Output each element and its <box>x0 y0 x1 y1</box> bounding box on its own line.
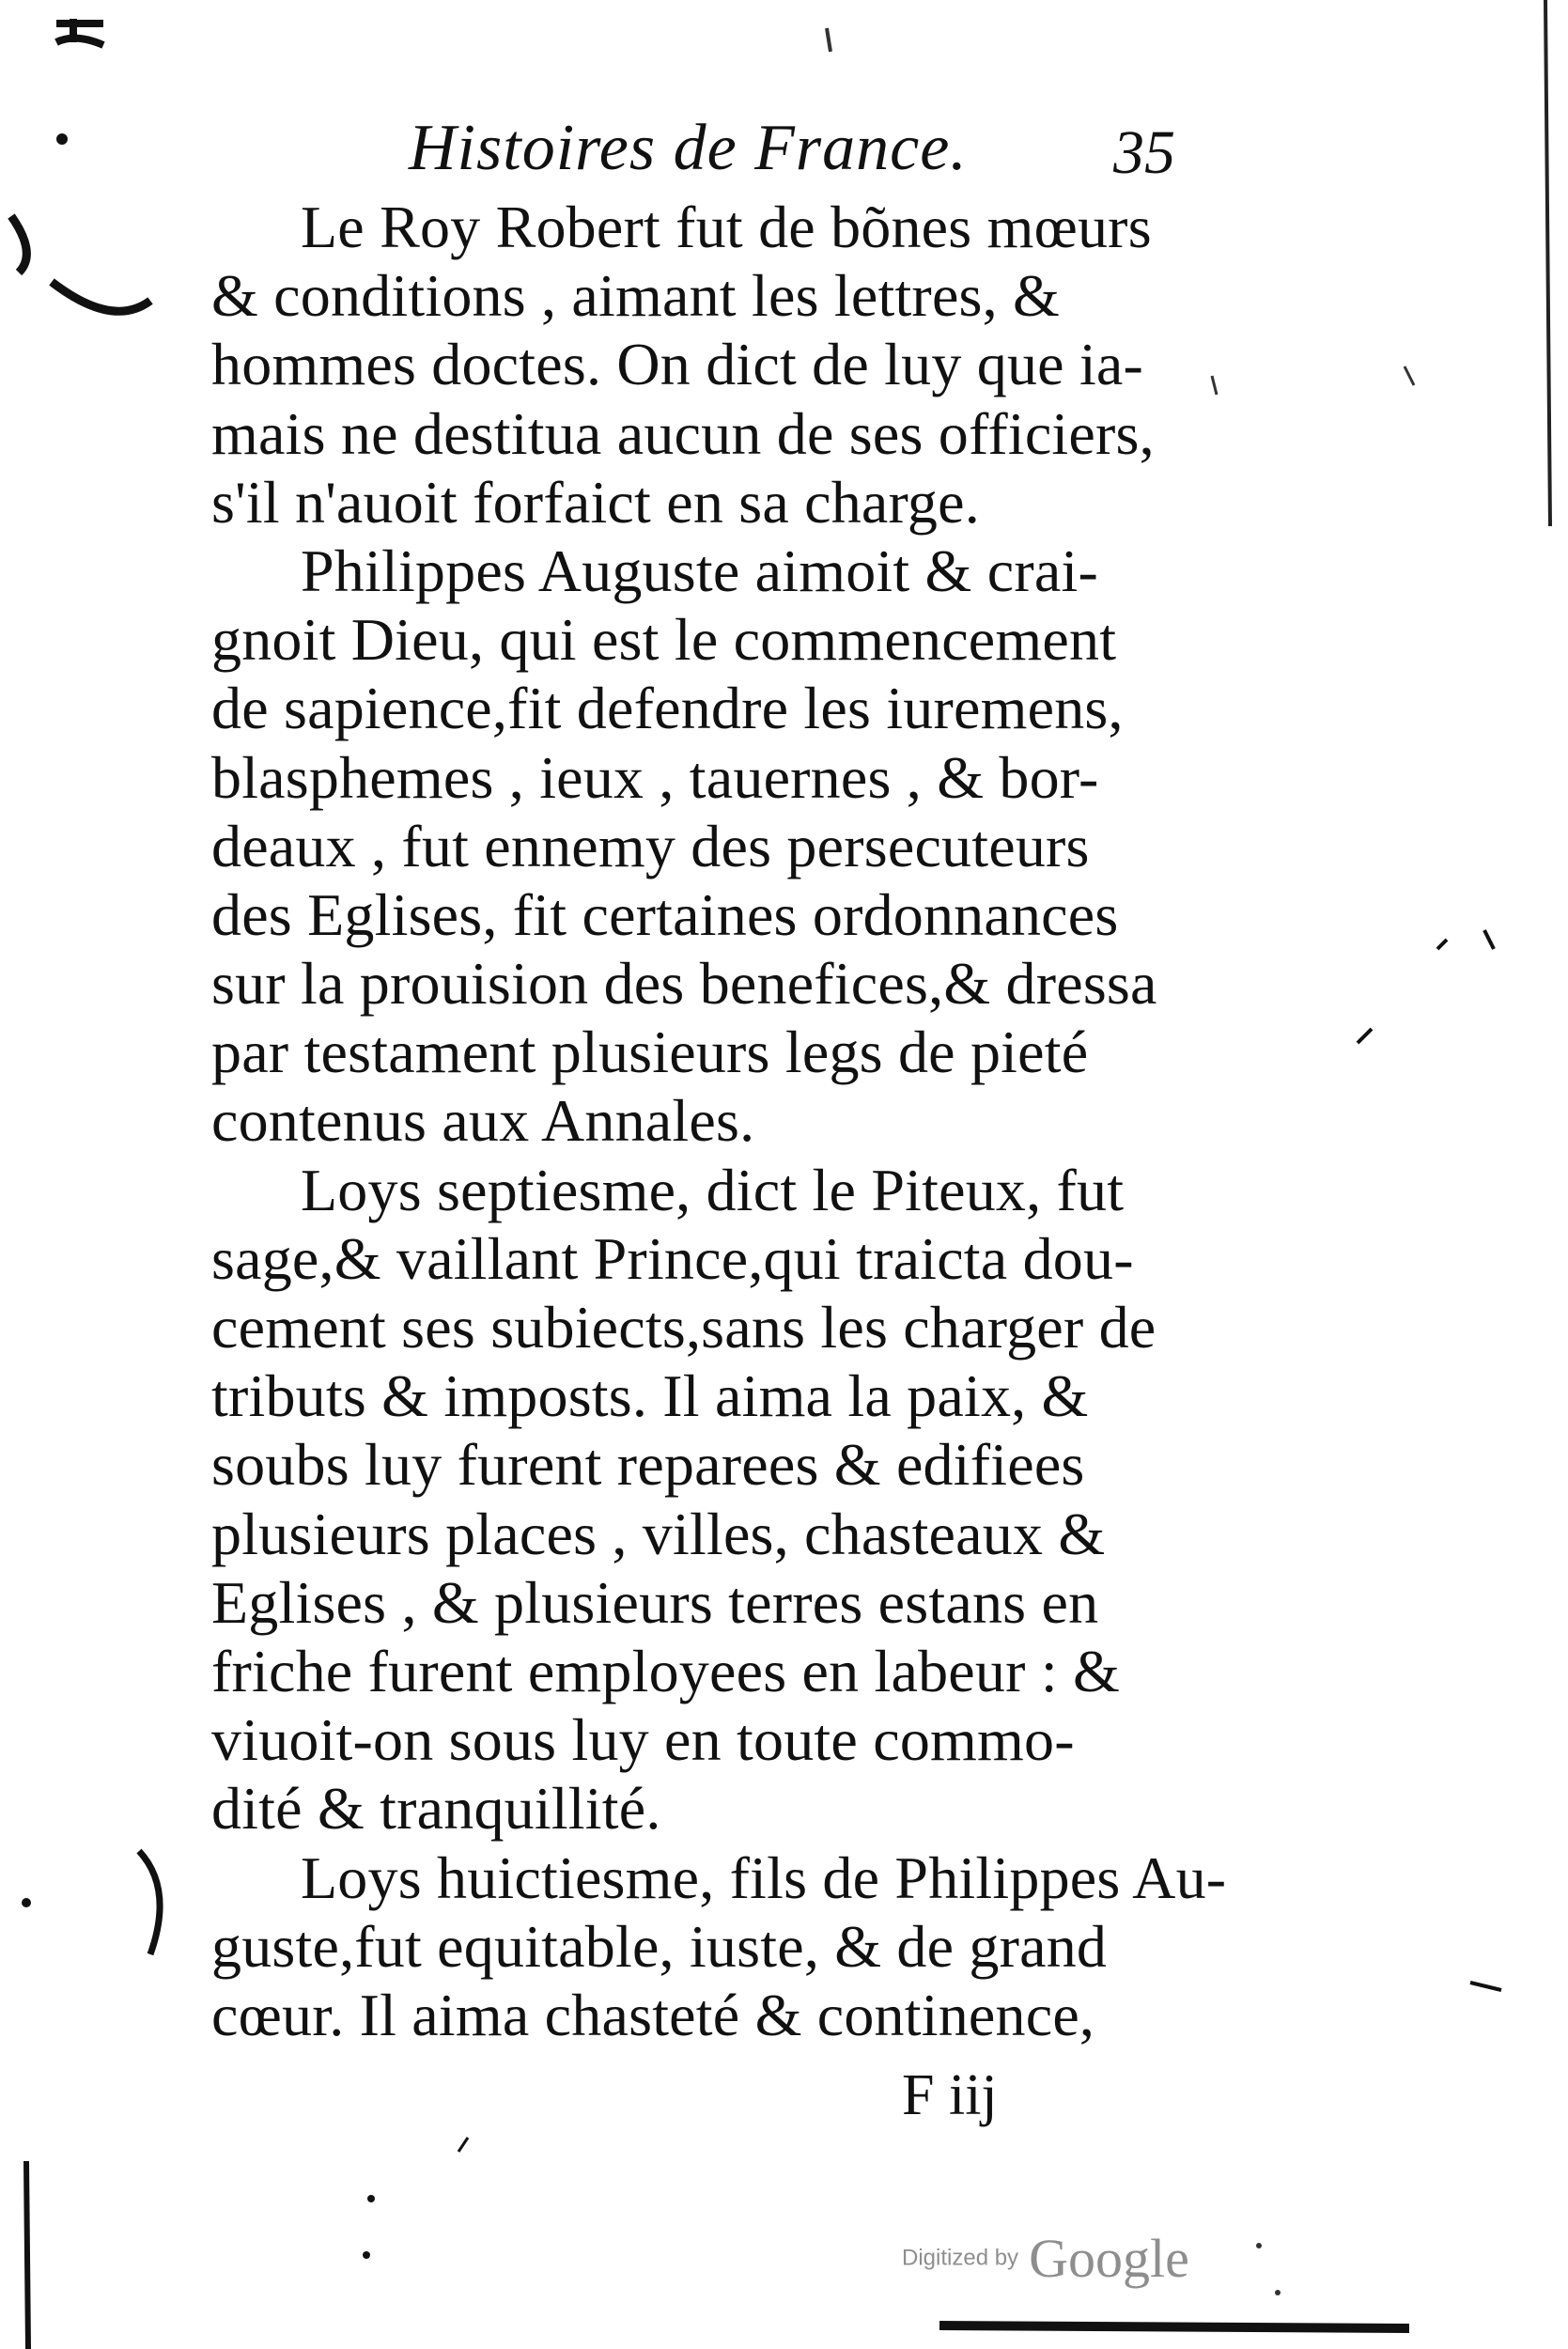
text-line: des Eglises, fit certaines ordonnances <box>211 880 1119 948</box>
text-line: mais ne destitua aucun de ses officiers, <box>211 399 1155 467</box>
text-line: blasphemes , ieux , tauernes , & bor- <box>211 743 1099 811</box>
left-bracket-mark <box>139 1851 160 1954</box>
text-line: contenus aux Annales. <box>211 1087 755 1155</box>
left-edge-smudge <box>11 216 150 311</box>
text-line: s'il n'auoit forfaict en sa charge. <box>211 468 980 536</box>
text-line: de sapience,fit defendre les iuremens, <box>211 675 1124 742</box>
text-line: dité & tranquillité. <box>211 1775 661 1843</box>
text-line: plusieurs places , villes, chasteaux & <box>211 1500 1106 1567</box>
text-line: Le Roy Robert fut de bõnes mœurs <box>301 194 1152 260</box>
right-margin-dash <box>1470 1983 1501 1990</box>
bottom-edge-rule <box>939 2326 1409 2328</box>
text-line: soubs luy furent reparees & edifiees <box>211 1431 1085 1499</box>
text-line: sage,& vaillant Prince,qui traicta dou- <box>211 1224 1134 1292</box>
running-title: Histoires de France. <box>409 112 968 184</box>
text-line: Eglises , & plusieurs terres estans en <box>211 1568 1099 1636</box>
bottom-left-rule <box>26 2161 28 2349</box>
text-line: cœur. Il aima chasteté & continence, <box>211 1981 1095 2048</box>
signature-mark: F iij <box>902 2063 998 2127</box>
text-line: Loys septiesme, dict le Piteux, fut <box>301 1156 1125 1223</box>
body-text <box>211 193 1227 2049</box>
text-line: & conditions , aimant les lettres, & <box>211 262 1061 330</box>
text-line: sur la prouision des benefices,& dressa <box>211 950 1157 1018</box>
text-line: hommes doctes. On dict de luy que ia- <box>211 331 1144 398</box>
text-line: deaux , fut ennemy des persecuteurs <box>211 812 1090 879</box>
text-line: viuoit-on sous luy en toute commo- <box>211 1706 1075 1774</box>
text-line: cement ses subiects,sans les charger de <box>211 1294 1157 1361</box>
watermark-brand: Google <box>1029 2228 1189 2289</box>
watermark-prefix: Digitized by <box>902 2245 1019 2271</box>
text-line: par testament plusieurs legs de pieté <box>211 1019 1089 1086</box>
right-edge-line <box>1545 0 1550 526</box>
text-line: Loys huictiesme, fils de Philippes Au- <box>301 1843 1227 1911</box>
text-line: guste,fut equitable, iuste, & de grand <box>211 1912 1108 1980</box>
corner-mark-top-left <box>56 19 103 45</box>
text-line: Philippes Auguste aimoit & crai- <box>301 537 1098 604</box>
text-line: gnoit Dieu, qui est le commencement <box>211 606 1117 674</box>
text-line: friche furent employees en labeur : & <box>211 1637 1120 1704</box>
text-line: tributs & imposts. Il aima la paix, & <box>211 1362 1089 1430</box>
page-number: 35 <box>1113 118 1175 187</box>
digitized-watermark <box>902 2227 1189 2290</box>
